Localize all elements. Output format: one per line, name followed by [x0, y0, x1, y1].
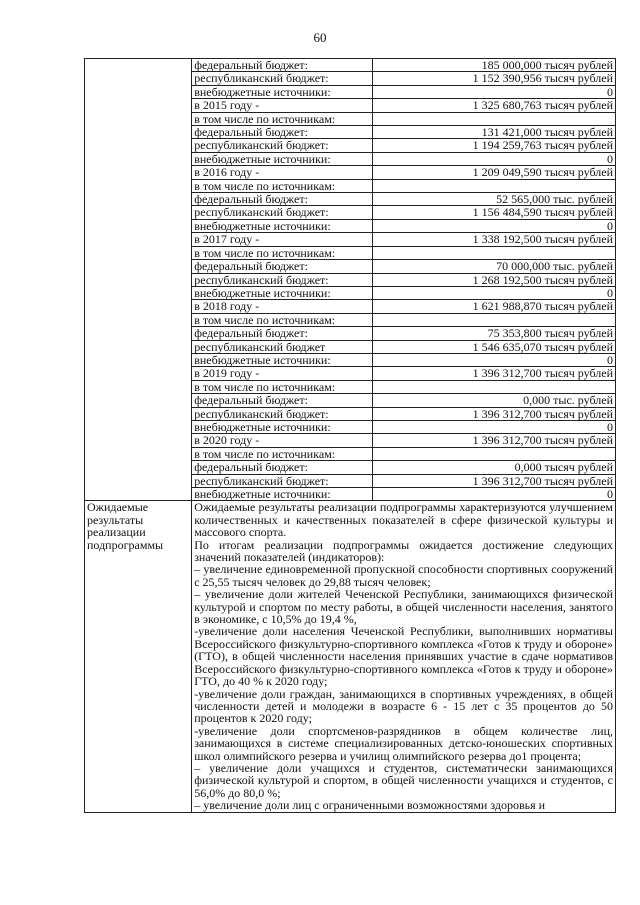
- funding-amount: 1 396 312,700 тысяч рублей: [372, 367, 615, 380]
- funding-source: внебюджетные источники:: [192, 219, 372, 232]
- funding-source: внебюджетные источники:: [192, 488, 372, 501]
- funding-amount: 0: [372, 219, 615, 232]
- funding-amount: 1 325 680,763 тысяч рублей: [372, 99, 615, 112]
- funding-amount: 0,000 тысяч рублей: [372, 461, 615, 474]
- funding-source: в том числе по источникам:: [192, 112, 372, 125]
- funding-source: республиканский бюджет:: [192, 72, 372, 85]
- funding-source: республиканский бюджет:: [192, 139, 372, 152]
- funding-amount: 1 156 484,590 тысяч рублей: [372, 206, 615, 219]
- funding-label-cell: [85, 59, 192, 501]
- funding-amount: 1 546 635,070 тысяч рублей: [372, 340, 615, 353]
- funding-source: федеральный бюджет:: [192, 260, 372, 273]
- funding-source: внебюджетные источники:: [192, 286, 372, 299]
- results-section: [85, 501, 616, 812]
- funding-row: [85, 59, 616, 72]
- funding-amount: [372, 313, 615, 326]
- funding-amount: 0: [372, 85, 615, 98]
- results-label: Ожидаемые результаты реализации подпрограммы: [85, 501, 192, 812]
- results-paragraph: – увеличение доли учащихся и студентов, систематически занимающихся физической культурой и спортом, в общей численности учащихся и студентов, с 56,0% до 80,0 %;: [194, 760, 613, 800]
- funding-source: в 2015 году -: [192, 99, 372, 112]
- funding-amount: [372, 112, 615, 125]
- results-paragraph: – увеличение доли жителей Чеченской Республики, занимающихся физической культурой и спортом по месту работы, в общей численности населения, занятого в экономике, с 10,5% до 19,4 %,: [194, 587, 613, 627]
- funding-source: в том числе по источникам:: [192, 380, 372, 393]
- funding-amount: 0: [372, 488, 615, 501]
- funding-amount: 1 396 312,700 тысяч рублей: [372, 407, 615, 420]
- funding-amount: 0: [372, 152, 615, 165]
- funding-source: в 2018 году -: [192, 300, 372, 313]
- funding-source: внебюджетные источники:: [192, 420, 372, 433]
- funding-source: федеральный бюджет:: [192, 193, 372, 206]
- funding-source: в 2016 году -: [192, 166, 372, 179]
- results-paragraph: Ожидаемые результаты реализации подпрограммы характеризуются улучшением количественных и качественных показателей в сфере физической культуры и массового спорта.: [194, 500, 613, 540]
- funding-source: в том числе по источникам:: [192, 179, 372, 192]
- funding-amount: 185 000,000 тысяч рублей: [372, 59, 615, 72]
- funding-amount: 0: [372, 353, 615, 366]
- funding-source: республиканский бюджет:: [192, 206, 372, 219]
- funding-source: федеральный бюджет:: [192, 461, 372, 474]
- funding-amount: 1 268 192,500 тысяч рублей: [372, 273, 615, 286]
- funding-amount: 1 209 049,590 тысяч рублей: [372, 166, 615, 179]
- funding-source: в 2019 году -: [192, 367, 372, 380]
- funding-source: федеральный бюджет:: [192, 59, 372, 72]
- funding-source: в 2017 году -: [192, 233, 372, 246]
- funding-amount: 0,000 тыс. рублей: [372, 394, 615, 407]
- funding-source: внебюджетные источники:: [192, 353, 372, 366]
- funding-source: федеральный бюджет:: [192, 327, 372, 340]
- funding-source: в том числе по источникам:: [192, 246, 372, 259]
- funding-amount: 0: [372, 286, 615, 299]
- funding-amount: 1 396 312,700 тысяч рублей: [372, 434, 615, 447]
- funding-source: в том числе по источникам:: [192, 447, 372, 460]
- funding-amount: [372, 179, 615, 192]
- funding-amount: 1 152 390,956 тысяч рублей: [372, 72, 615, 85]
- funding-source: федеральный бюджет:: [192, 126, 372, 139]
- funding-amount: [372, 380, 615, 393]
- funding-source: федеральный бюджет:: [192, 394, 372, 407]
- funding-amount: [372, 246, 615, 259]
- funding-amount: 1 396 312,700 тысяч рублей: [372, 474, 615, 487]
- funding-source: республиканский бюджет:: [192, 474, 372, 487]
- funding-amount: [372, 447, 615, 460]
- program-passport-table: [84, 58, 616, 813]
- funding-amount: 75 353,800 тысяч рублей: [372, 327, 615, 340]
- results-paragraph: -увеличение доли граждан, занимающихся в спортивных учреждениях, в общей численности детей и молодежи в возрасте 6 - 15 лет с 35 процентов до 50 процентов к 2020 году;: [194, 686, 613, 726]
- funding-source: в 2020 году -: [192, 434, 372, 447]
- results-paragraph: -увеличение доли населения Чеченской Республики, выполнивших нормативы Всероссийского физкультурно-спортивного комплекса «Готов к труду и обороне» (ГТО), в общей численности населения принявших участие в сдаче нормативов Всероссийского физкультурно-спортивного комплекса «Готов к труду и обороне» ГТО, до 40 % к 2020 году;: [194, 624, 613, 689]
- results-paragraph: – увеличение доли лиц с ограниченными возможностями здоровья и: [194, 798, 546, 813]
- funding-section: [85, 59, 616, 501]
- funding-source: внебюджетные источники:: [192, 85, 372, 98]
- funding-amount: 131 421,000 тысяч рублей: [372, 126, 615, 139]
- funding-amount: 1 194 259,763 тысяч рублей: [372, 139, 615, 152]
- funding-amount: 1 621 988,870 тысяч рублей: [372, 300, 615, 313]
- funding-amount: 0: [372, 420, 615, 433]
- page-number: 60: [313, 30, 327, 45]
- results-paragraph: По итогам реализации подпрограммы ожидается достижение следующих значений показателей (индикаторов):: [194, 537, 613, 565]
- results-paragraph: – увеличение единовременной пропускной способности спортивных сооружений с 25,55 тысяч человек до 29,88 тысяч человек;: [194, 562, 613, 589]
- funding-source: внебюджетные источники:: [192, 152, 372, 165]
- funding-source: республиканский бюджет:: [192, 407, 372, 420]
- funding-source: республиканский бюджет:: [192, 273, 372, 286]
- funding-source: республиканский бюджет: [192, 340, 372, 353]
- funding-source: в том числе по источникам:: [192, 313, 372, 326]
- funding-amount: 52 565,000 тыс. рублей: [372, 193, 615, 206]
- funding-amount: 70 000,000 тыс. рублей: [372, 260, 615, 273]
- funding-amount: 1 338 192,500 тысяч рублей: [372, 233, 615, 246]
- results-paragraph: -увеличение доли спортсменов-разрядников в общем количестве лиц, занимающихся в системе специализированных детско-юношеских спортивных школ олимпийского резерва и училищ олимпийского резерва до1 процента;: [194, 723, 613, 763]
- results-text: [192, 501, 616, 812]
